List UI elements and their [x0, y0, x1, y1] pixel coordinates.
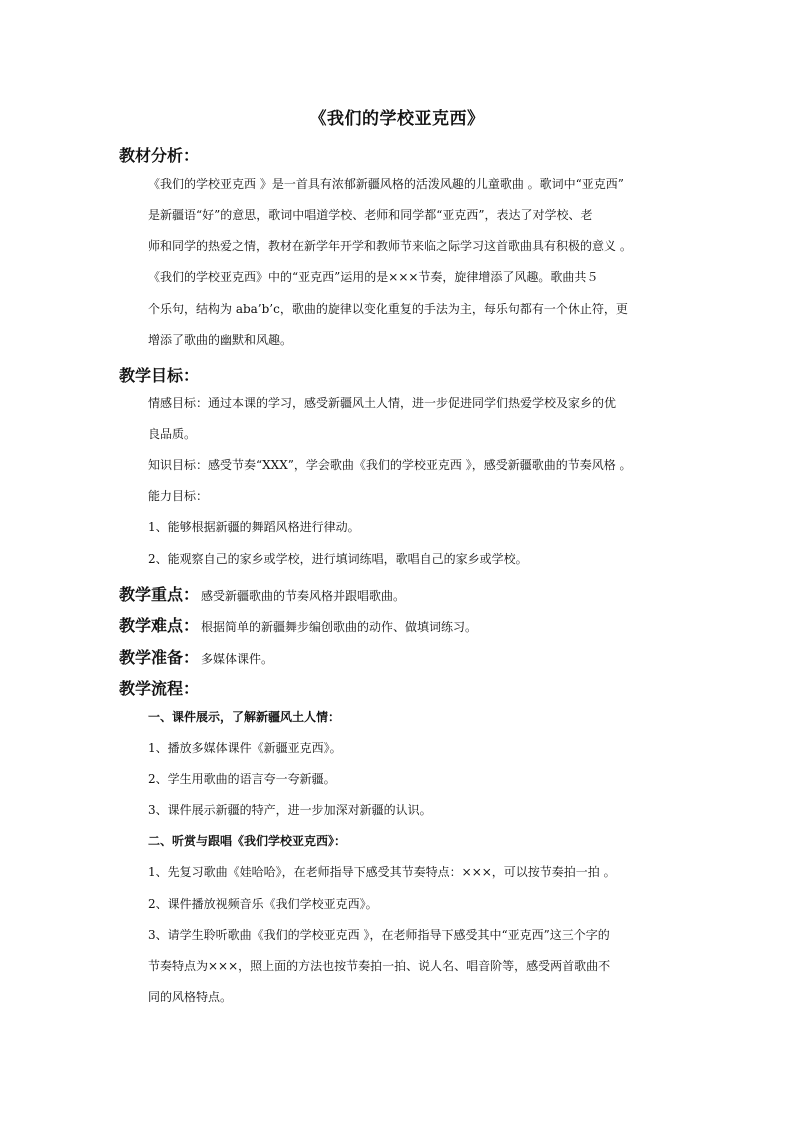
- process-section2-line: 2、课件播放视频音乐《我们学校亚克西》。: [148, 897, 378, 911]
- key-point-heading: 教学重点：: [119, 585, 200, 604]
- preparation-row: [119, 645, 273, 668]
- preparation-text: 多媒体课件。: [201, 652, 274, 666]
- analysis-line: 是新疆语“好”的意思，歌词中唱道学校、老师和同学都“亚克西”，表达了对学校、老: [148, 208, 593, 222]
- process-section2-line: 同的风格特点。: [148, 990, 233, 1004]
- process-section1-line: 2、学生用歌曲的语言夸一夸新疆。: [148, 772, 336, 786]
- process-section1-title: 一、课件展示，了解新疆风土人情：: [148, 710, 341, 724]
- key-point-text: 感受新疆歌曲的节奏风格并跟唱歌曲。: [201, 589, 406, 603]
- goals-line: 良品质。: [148, 427, 197, 441]
- difficulty-row: [119, 613, 477, 636]
- analysis-heading: 教材分析：: [119, 146, 200, 165]
- process-section2-line: 3、请学生聆听歌曲《我们的学校亚克西 》，在老师指导下感受其中“亚克西”这三个字的: [148, 928, 610, 942]
- process-section2-title: 二、听赏与跟唱《我们学校亚克西》：: [148, 834, 347, 848]
- analysis-line: 增添了歌曲的幽默和风趣。: [148, 333, 293, 347]
- document-title: 《我们的学校亚克西》: [309, 109, 485, 129]
- process-heading: 教学流程：: [119, 679, 200, 698]
- analysis-line: 《我们的学校亚克西》中的“亚克西”运用的是×××节奏，旋律增添了风趣。歌曲共５: [148, 270, 599, 284]
- process-section1-line: 1、播放多媒体课件《新疆亚克西》。: [148, 741, 342, 755]
- goals-line: 2、能观察自己的家乡或学校，进行填词练唱，歌唱自己的家乡或学校。: [148, 552, 528, 566]
- goals-line: 情感目标：通过本课的学习，感受新疆风土人情，进一步促进同学们热爱学校及家乡的优: [148, 396, 617, 410]
- goals-line: 知识目标：感受节奏“XXX”，学会歌曲《我们的学校亚克西 》，感受新疆歌曲的节奏风格 。: [148, 458, 632, 472]
- goals-heading: 教学目标：: [119, 366, 200, 385]
- process-section1-line: 3、课件展示新疆的特产，进一步加深对新疆的认识。: [148, 803, 432, 817]
- process-section2-line: 节奏特点为×××，照上面的方法也按节奏拍一拍、说人名、唱音阶等，感受两首歌曲不: [148, 959, 611, 973]
- difficulty-text: 根据简单的新疆舞步编创歌曲的动作、做填词练习。: [201, 620, 478, 634]
- key-point-row: [119, 582, 405, 605]
- goals-line: 能力目标：: [148, 489, 209, 503]
- preparation-heading: 教学准备：: [119, 648, 200, 667]
- analysis-line: 《我们的学校亚克西 》是一首具有浓郁新疆风格的活泼风趣的儿童歌曲 。歌词中“亚克西”: [148, 177, 624, 191]
- analysis-line: 师和同学的热爱之情，教材在新学年开学和教师节来临之际学习这首歌曲具有积极的意义 。: [148, 239, 632, 253]
- process-section2-line: 1、先复习歌曲《娃哈哈》，在老师指导下感受其节奏特点：×××，可以按节奏拍一拍 。: [148, 865, 616, 879]
- difficulty-heading: 教学难点：: [119, 616, 200, 635]
- analysis-line: 个乐句，结构为 aba’b’c，歌曲的旋律以变化重复的手法为主，每乐句都有一个休止符，更: [148, 302, 628, 316]
- goals-line: 1、能够根据新疆的舞蹈风格进行律动。: [148, 520, 360, 534]
